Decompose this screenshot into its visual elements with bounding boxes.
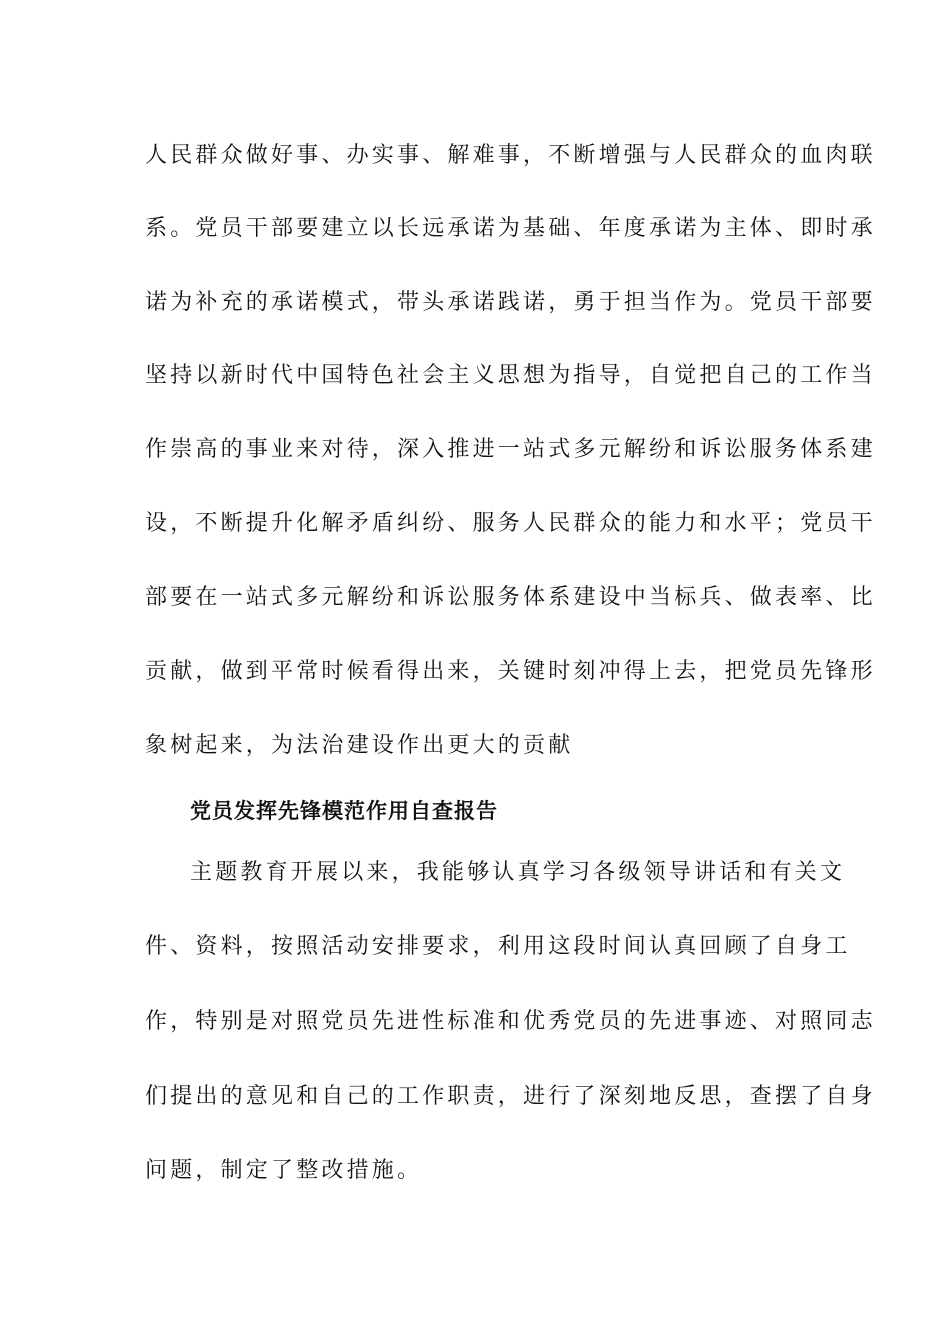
- paragraph-line: 问题，制定了整改措施。: [145, 1158, 423, 1183]
- paragraph-line: 作，特别是对照党员先进性标准和优秀党员的先进事迹、对照同志: [145, 1009, 876, 1034]
- paragraph-line: 件、资料，按照活动安排要求，利用这段时间认真回顾了自身工: [145, 934, 851, 959]
- paragraph-line: 贡献，做到平常时候看得出来，关键时刻冲得上去，把党员先锋形: [145, 659, 876, 684]
- paragraph-line: 系。党员干部要建立以长远承诺为基础、年度承诺为主体、即时承: [145, 216, 876, 241]
- paragraph-line: 人民群众做好事、办实事、解难事，不断增强与人民群众的血肉联: [145, 143, 876, 168]
- section-title: 党员发挥先锋模范作用自查报告: [190, 798, 498, 823]
- paragraph-line: 作崇高的事业来对待，深入推进一站式多元解纷和诉讼服务体系建: [145, 437, 876, 462]
- paragraph-line: 部要在一站式多元解纷和诉讼服务体系建设中当标兵、做表率、比: [145, 585, 876, 610]
- paragraph-line: 们提出的意见和自己的工作职责，进行了深刻地反思，查摆了自身: [145, 1084, 876, 1109]
- paragraph-line: 坚持以新时代中国特色社会主义思想为指导，自觉把自己的工作当: [145, 363, 876, 388]
- paragraph-line: 诺为补充的承诺模式，带头承诺践诺，勇于担当作为。党员干部要: [145, 290, 876, 315]
- paragraph-line: 象树起来，为法治建设作出更大的贡献: [145, 733, 574, 758]
- paragraph-line: 设，不断提升化解矛盾纠纷、服务人民群众的能力和水平；党员干: [145, 511, 876, 536]
- paragraph-line: 主题教育开展以来，我能够认真学习各级领导讲话和有关文: [190, 860, 846, 885]
